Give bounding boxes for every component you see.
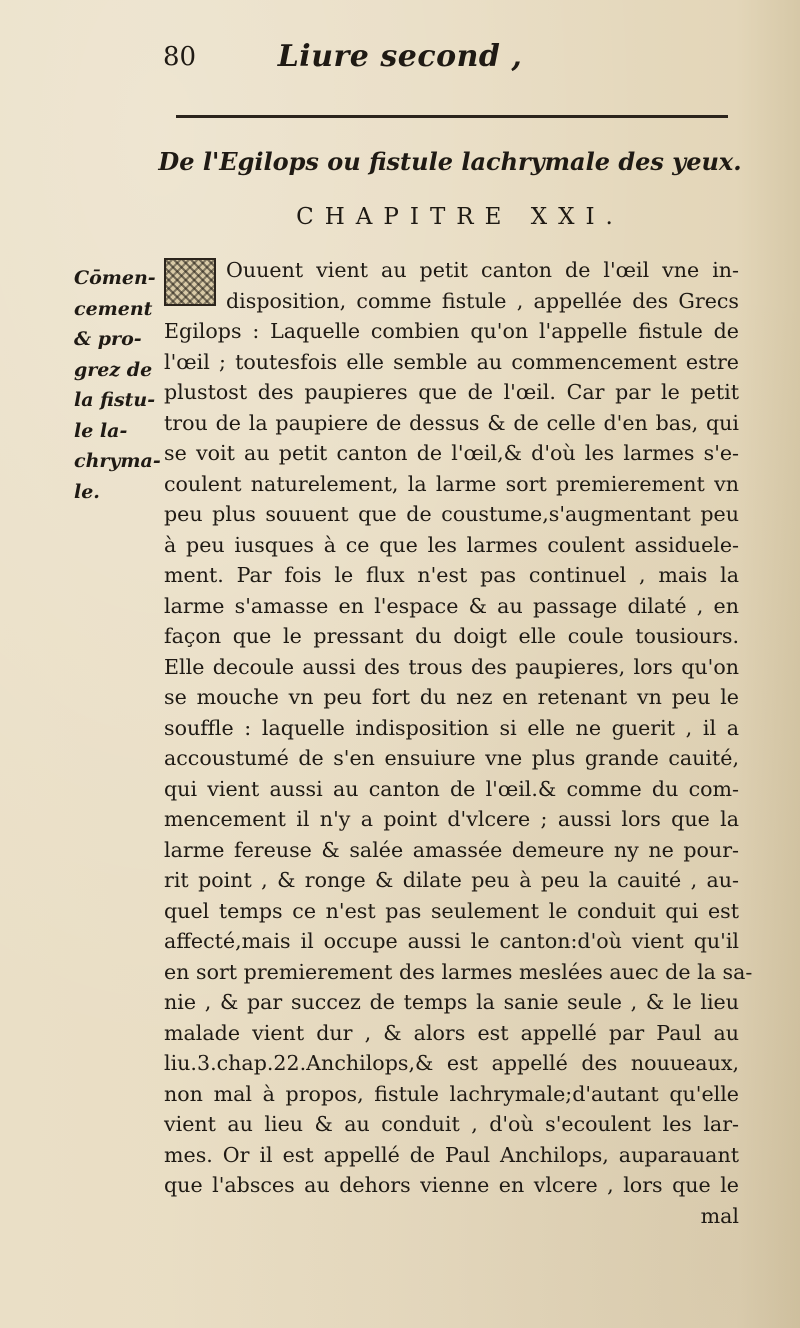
margin-note-line: le. (74, 480, 100, 503)
body-line: liu.3.chap.22.Anchilops,& est appellé des nouueaux, (164, 1051, 739, 1075)
body-line: non mal à propos, fistule lachrymale;d'autant qu'elle (164, 1081, 739, 1106)
body-line: larme fereuse & salée amassée demeure ny ne pour- (164, 837, 739, 862)
body-line: quel temps ce n'est pas seulement le conduit qui est (164, 898, 739, 923)
body-line: coulent naturelement, la larme sort premierement vn (164, 471, 739, 496)
margin-note-line: Cōmen- (74, 267, 156, 289)
margin-note (74, 263, 164, 507)
body-line: Elle decoule aussi des trous des paupieres, lors qu'on (164, 654, 739, 679)
body-line: nie , & par succez de temps la sanie seule , & le lieu (164, 990, 739, 1014)
body-line: affecté,mais il occupe aussi le canton:d'où vient qu'il (164, 929, 739, 953)
body-line: en sort premierement des larmes meslées auec de la sa- (164, 959, 753, 984)
body-line: façon que le pressant du doigt elle coule tousiours. (164, 624, 739, 648)
margin-note-line: la fistu- (74, 389, 156, 411)
body-line: vient au lieu & au conduit , d'où s'ecoulent les lar- (164, 1112, 739, 1136)
catchword: mal (700, 1203, 739, 1228)
body-line: à peu iusques à ce que les larmes coulent assiduele- (164, 532, 739, 557)
margin-note-line: grez de (74, 358, 153, 381)
running-title: Liure second , (277, 39, 523, 74)
margin-note-line: & pro- (74, 328, 142, 350)
body-line: peu plus souuent que de coustume,s'augmentant peu (164, 502, 739, 526)
body-line: mes. Or il est appellé de Paul Anchilops, auparauant (164, 1142, 739, 1167)
body-line: ment. Par fois le flux n'est pas continuel , mais la (164, 563, 739, 587)
body-line: larme s'amasse en l'espace & au passage dilaté , en (164, 593, 739, 618)
chapter-heading: CHAPITRE XXI. (296, 204, 624, 230)
body-line: malade vient dur , & alors est appellé par Paul au (164, 1020, 739, 1045)
body-line: disposition, comme fistule , appellée des Grecs (226, 288, 739, 313)
header-rule (176, 115, 728, 118)
margin-note-line: cement (74, 297, 153, 320)
body-line: qui vient aussi au canton de l'œil.& comme du com- (164, 776, 739, 801)
body-line: plustost des paupieres que de l'œil. Car par le petit (164, 380, 739, 404)
body-line: se voit au petit canton de l'œil,& d'où les larmes s'e- (164, 441, 739, 465)
body-line: souffle : laquelle indisposition si elle ne guerit , il a (164, 715, 739, 740)
section-title: De l'Egilops ou fistule lachrymale des yeux. (158, 147, 742, 176)
body-line: accoustumé de s'en ensuiure vne plus grande cauité, (164, 746, 739, 770)
body-line: se mouche vn peu fort du nez en retenant vn peu le (164, 685, 739, 709)
body-line: Ouuent vient au petit canton de l'œil vne in- (226, 258, 739, 282)
page-number: 80 (163, 42, 197, 72)
margin-note-line: chryma- (74, 450, 161, 472)
body-line: trou de la paupiere de dessus & de celle d'en bas, qui (164, 410, 739, 435)
body-line: que l'absces au dehors vienne en vlcere , lors que le (164, 1173, 739, 1197)
body-line: mencement il n'y a point d'vlcere ; aussi lors que la (164, 807, 739, 831)
body-text (164, 255, 753, 1231)
body-line: l'œil ; toutesfois elle semble au commencement estre (164, 349, 739, 374)
body-line: Egilops : Laquelle combien qu'on l'appelle fistule de (164, 319, 739, 343)
margin-note-line: le la- (74, 419, 128, 442)
body-line: rit point , & ronge & dilate peu à peu la cauité , au- (164, 868, 739, 892)
